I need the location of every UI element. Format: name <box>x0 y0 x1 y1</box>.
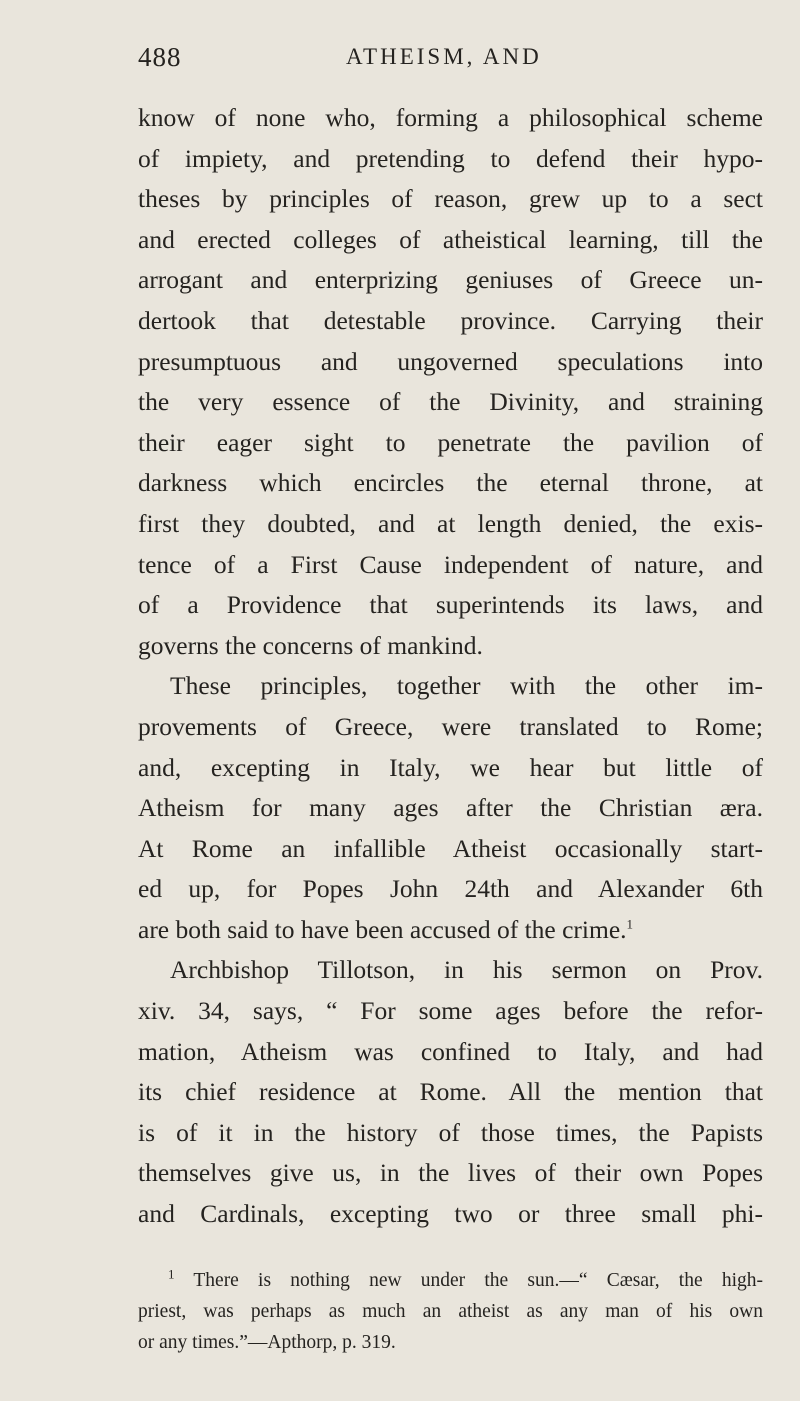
text-line: mation, Atheism was confined to Italy, and had <box>138 1036 763 1066</box>
page-number: 488 <box>138 42 182 72</box>
text-line: tence of a First Cause independent of nature, and <box>138 549 763 579</box>
running-title: ATHEISM, AND <box>346 44 542 69</box>
text-line: Atheism for many ages after the Christian æra. <box>138 793 763 823</box>
text-line: dertook that detestable province. Carrying their <box>138 305 763 335</box>
text-line: themselves give us, in the lives of their own Popes <box>138 1158 763 1188</box>
text-line: These principles, together with the other im- <box>170 671 763 701</box>
text-line: theses by principles of reason, grew up to a sect <box>138 184 763 214</box>
text-line: governs the concerns of mankind. <box>138 630 483 660</box>
footnote-line <box>138 1265 763 1296</box>
text-line: presumptuous and ungoverned speculations into <box>138 346 763 376</box>
text-line: ed up, for Popes John 24th and Alexander 6th <box>138 874 763 904</box>
text-line-with-footnote-ref <box>138 910 763 951</box>
text-line: their eager sight to penetrate the pavilion of <box>138 427 763 457</box>
footnote <box>138 1265 763 1358</box>
text-line: the very essence of the Divinity, and straining <box>138 387 763 417</box>
footnote-text: There is nothing new under the sun.—“ Cæsar, the high- <box>193 1270 764 1291</box>
text-line: of impiety, and pretending to defend their hypo- <box>138 143 763 173</box>
text-line: are both said to have been accused of the crime. <box>138 914 627 944</box>
text-line: its chief residence at Rome. All the mention that <box>138 1077 763 1107</box>
text-line: arrogant and enterprizing geniuses of Greece un- <box>138 265 763 295</box>
text-line: provements of Greece, were translated to Rome; <box>138 711 763 741</box>
footnote-marker: 1 <box>168 1266 175 1282</box>
text-line: At Rome an infallible Atheist occasionally start- <box>138 833 763 863</box>
text-line: Archbishop Tillotson, in his sermon on Prov. <box>170 955 763 985</box>
text-line: and, excepting in Italy, we hear but little of <box>138 752 763 782</box>
footnote-line: priest, was perhaps as much an atheist as any man of his own <box>138 1301 763 1322</box>
text-line: darkness which encircles the eternal throne, at <box>138 468 763 498</box>
footnote-line: or any times.”—Apthorp, p. 319. <box>138 1332 396 1353</box>
body-text <box>138 98 763 1235</box>
text-line: of a Providence that superintends its laws, and <box>138 590 763 620</box>
page-header <box>128 42 768 82</box>
footnote-reference: 1 <box>626 916 634 932</box>
text-line: know of none who, forming a philosophical scheme <box>138 103 763 132</box>
text-line: and erected colleges of atheistical learning, till the <box>138 224 763 254</box>
text-line: first they doubted, and at length denied, the exis- <box>138 508 763 538</box>
text-line: and Cardinals, excepting two or three small phi- <box>138 1199 763 1229</box>
text-line: xiv. 34, says, “ For some ages before the refor- <box>138 996 763 1026</box>
text-line: is of it in the history of those times, the Papists <box>138 1117 763 1147</box>
